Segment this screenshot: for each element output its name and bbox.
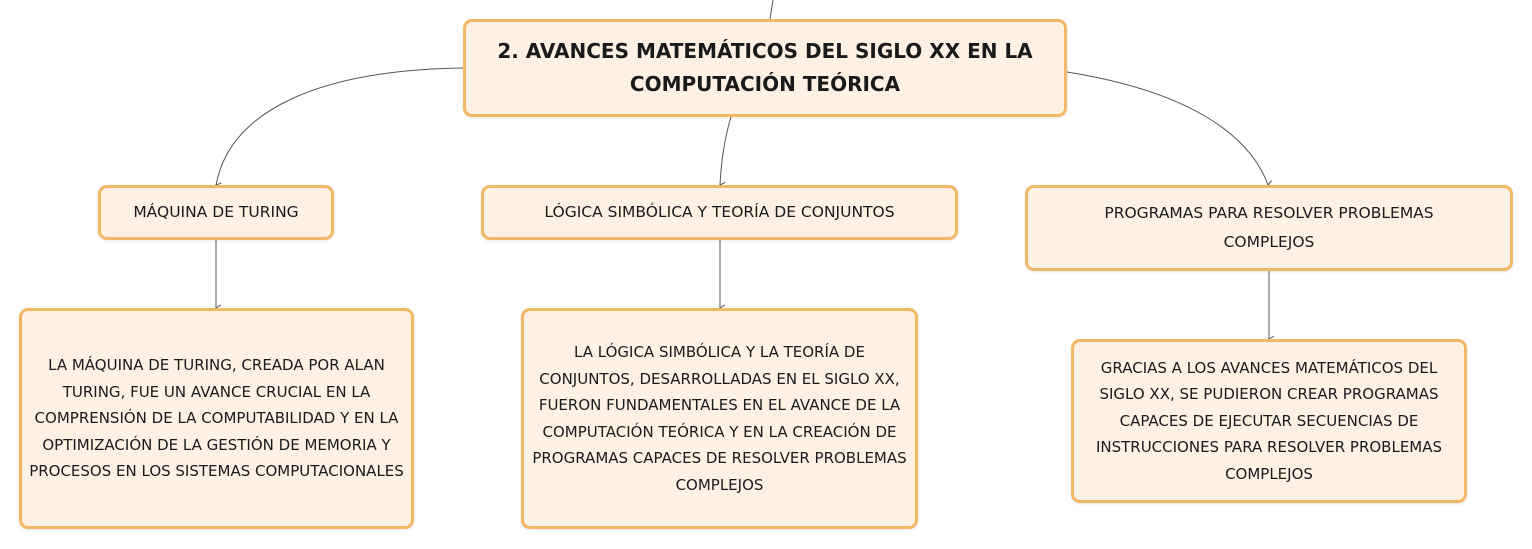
root-node[interactable]: [463, 19, 1067, 117]
topic-label: PROGRAMAS PARA RESOLVER PROBLEMAS COMPLEJOS: [1104, 204, 1434, 251]
parent-connector: [770, 0, 773, 19]
detail-node-programas[interactable]: [1071, 339, 1467, 503]
connector-root-to-logica: [720, 117, 731, 185]
detail-text: LA LÓGICA SIMBÓLICA Y LA TEORÍA DE CONJUNTOS, DESARROLLADAS EN EL SIGLO XX, FUERON FUNDAMENTALES EN EL AVANCE DE LA COMPUTACIÓN TEÓRICA Y EN LA CREACIÓN DE PROGRAMAS CAPACES DE RESOLVER PROBLEMAS COMPLEJOS: [532, 343, 907, 494]
topic-node-logica-simbolica[interactable]: [481, 185, 958, 240]
topic-node-maquina-de-turing[interactable]: [98, 185, 334, 240]
detail-node-logica-simbolica[interactable]: [521, 308, 918, 529]
topic-label: LÓGICA SIMBÓLICA Y TEORÍA DE CONJUNTOS: [544, 203, 895, 221]
detail-text: LA MÁQUINA DE TURING, CREADA POR ALAN TURING, FUE UN AVANCE CRUCIAL EN LA COMPRENSIÓN DE LA COMPUTABILIDAD Y EN LA OPTIMIZACIÓN DE LA GESTIÓN DE MEMORIA Y PROCESOS EN LOS SISTEMAS COMPUTACIONALES: [29, 356, 404, 481]
detail-text: GRACIAS A LOS AVANCES MATEMÁTICOS DEL SIGLO XX, SE PUDIERON CREAR PROGRAMAS CAPACES DE EJECUTAR SECUENCIAS DE INSTRUCCIONES PARA RESOLVER PROBLEMAS COMPLEJOS: [1095, 358, 1443, 483]
root-title: 2. AVANCES MATEMÁTICOS DEL SIGLO XX EN LA COMPUTACIÓN TEÓRICA: [497, 39, 1033, 96]
detail-node-maquina-de-turing[interactable]: [19, 308, 414, 529]
topic-node-programas[interactable]: [1025, 185, 1513, 271]
connector-root-to-programas: [1067, 72, 1268, 185]
connector-root-to-turing: [216, 68, 463, 185]
topic-label: MÁQUINA DE TURING: [133, 203, 299, 221]
